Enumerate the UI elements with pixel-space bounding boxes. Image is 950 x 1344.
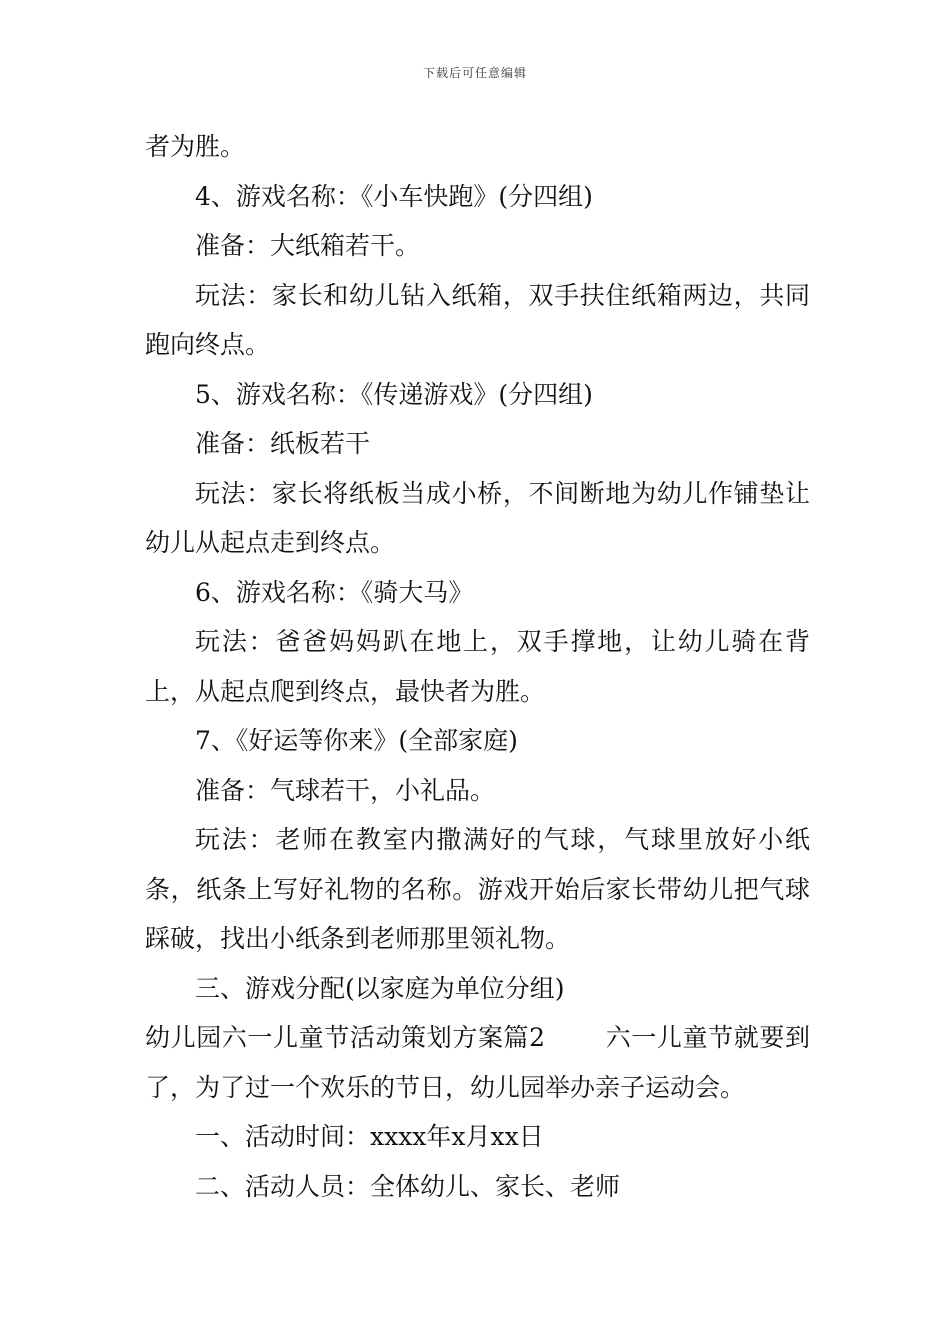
paragraph: 三、游戏分配(以家庭为单位分组) <box>195 973 565 1003</box>
paragraph: 6、游戏名称：《骑大马》 <box>195 577 474 607</box>
paragraph: 者为胜。 <box>145 132 246 161</box>
page-header: 下载后可任意编辑 <box>422 66 527 80</box>
paragraph: 玩法：家长和幼儿钻入纸箱，双手扶住纸箱两边，共同跑向终点。 <box>145 280 810 359</box>
paragraph: 玩法：爸爸妈妈趴在地上，双手撑地，让幼儿骑在背上，从起点爬到终点，最快者为胜。 <box>145 627 810 706</box>
document-body <box>145 122 810 1211</box>
paragraph: 准备：气球若干，小礼品。 <box>195 775 496 805</box>
paragraph: 准备：纸板若干 <box>195 429 371 458</box>
section-2-paragraph <box>145 1013 810 1112</box>
paragraph: 玩法：家长将纸板当成小桥，不间断地为幼儿作铺垫让幼儿从起点走到终点。 <box>145 478 810 557</box>
paragraph: 准备：大纸箱若干。 <box>195 231 421 260</box>
section-2-title: 幼儿园六一儿童节活动策划方案篇2 <box>145 1023 546 1052</box>
paragraph: 7、《好运等你来》(全部家庭) <box>195 726 518 755</box>
paragraph: 二、活动人员：全体幼儿、家长、老师 <box>195 1171 621 1201</box>
section-2-intro: 六一儿童节就要到了，为了过一个欢乐的节日，幼儿园举办亲子运动会。 <box>145 1023 810 1102</box>
paragraph: 5、游戏名称：《传递游戏》(分四组) <box>195 379 593 409</box>
paragraph: 一、活动时间：xxxx年x月xx日 <box>195 1122 544 1151</box>
paragraph: 4、游戏名称：《小车快跑》(分四组) <box>195 181 593 211</box>
paragraph: 玩法：老师在教室内撒满好的气球，气球里放好小纸条，纸条上写好礼物的名称。游戏开始后家长带幼儿把气球踩破，找出小纸条到老师那里领礼物。 <box>145 825 810 953</box>
